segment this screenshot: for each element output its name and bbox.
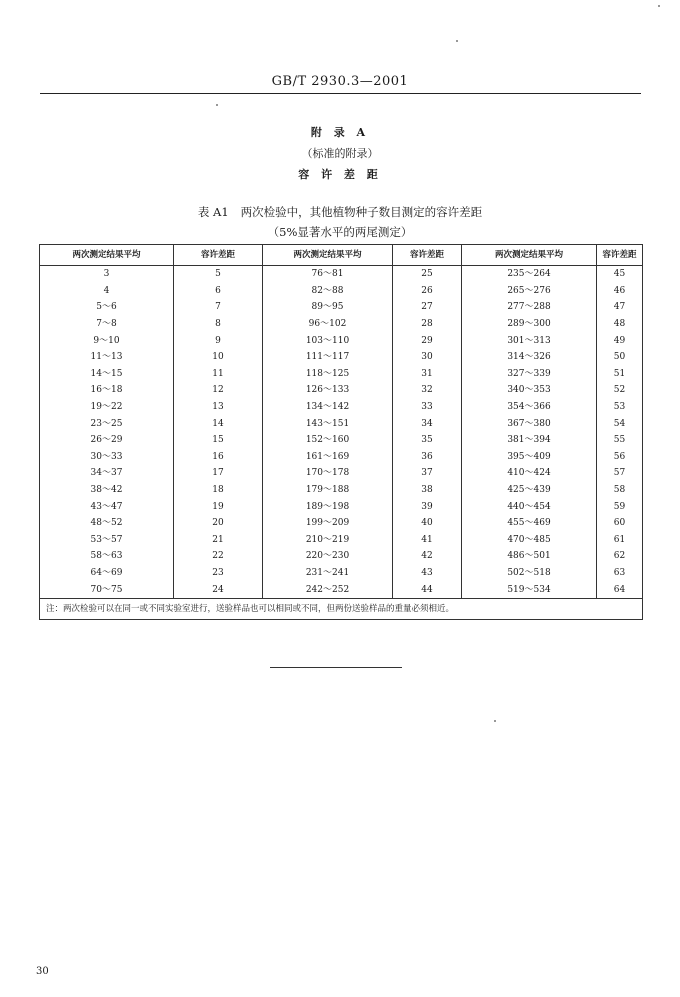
tolerance-cell: 63 <box>597 565 643 582</box>
tolerance-cell: 37 <box>393 465 462 482</box>
tolerance-cell: 34 <box>393 415 462 432</box>
tolerance-cell: 51 <box>597 366 643 383</box>
table-note: 注：两次检验可以在同一或不同实验室进行，送验样品也可以相同或不同，但两份送验样品的重量必须相近。 <box>40 598 643 619</box>
table-row <box>40 515 643 532</box>
table-row <box>40 449 643 466</box>
tolerance-cell: 52 <box>597 382 643 399</box>
average-range-cell: 53～57 <box>40 532 174 549</box>
table-row <box>40 581 643 598</box>
average-range-cell: 199～209 <box>263 515 393 532</box>
average-range-cell: 277～288 <box>462 299 597 316</box>
average-range-cell: 19～22 <box>40 399 174 416</box>
tolerance-cell: 53 <box>597 399 643 416</box>
tolerance-cell: 60 <box>597 515 643 532</box>
tolerance-cell: 44 <box>393 581 462 598</box>
table-header-row <box>40 245 643 266</box>
tolerance-cell: 61 <box>597 532 643 549</box>
average-range-cell: 410～424 <box>462 465 597 482</box>
tolerance-cell: 43 <box>393 565 462 582</box>
average-range-cell: 440～454 <box>462 498 597 515</box>
average-range-cell: 470～485 <box>462 532 597 549</box>
table-title: 两次检验中，其他植物种子数目测定的容许差距 <box>240 205 483 219</box>
average-range-cell: 314～326 <box>462 349 597 366</box>
average-range-cell: 340～353 <box>462 382 597 399</box>
average-range-cell: 220～230 <box>263 548 393 565</box>
tolerance-cell: 21 <box>174 532 263 549</box>
tolerance-cell: 14 <box>174 415 263 432</box>
tolerance-cell: 12 <box>174 382 263 399</box>
average-range-cell: 301～313 <box>462 332 597 349</box>
average-range-cell: 189～198 <box>263 498 393 515</box>
tolerance-cell: 39 <box>393 498 462 515</box>
average-range-cell: 126～133 <box>263 382 393 399</box>
tolerance-cell: 42 <box>393 548 462 565</box>
tolerance-cell: 25 <box>393 266 462 283</box>
table-subtitle: （5%显著水平的两尾测定） <box>267 225 413 239</box>
average-range-cell: 14～15 <box>40 366 174 383</box>
average-range-cell: 103～110 <box>263 332 393 349</box>
table-title-line <box>0 204 680 220</box>
average-range-cell: 170～178 <box>263 465 393 482</box>
average-range-cell: 502～518 <box>462 565 597 582</box>
table-number: 表 A1 <box>197 205 229 219</box>
table-row <box>40 299 643 316</box>
header-rule <box>40 93 641 94</box>
average-range-cell: 395～409 <box>462 449 597 466</box>
tolerance-cell: 5 <box>174 266 263 283</box>
tolerance-cell: 20 <box>174 515 263 532</box>
average-range-cell: 70～75 <box>40 581 174 598</box>
average-range-cell: 5～6 <box>40 299 174 316</box>
average-range-cell: 265～276 <box>462 283 597 300</box>
tolerance-cell: 23 <box>174 565 263 582</box>
average-range-cell: 58～63 <box>40 548 174 565</box>
average-range-cell: 7～8 <box>40 316 174 333</box>
tolerance-cell: 46 <box>597 283 643 300</box>
average-range-cell: 3 <box>40 266 174 283</box>
table-row <box>40 332 643 349</box>
table-row <box>40 349 643 366</box>
table-row <box>40 482 643 499</box>
average-range-cell: 118～125 <box>263 366 393 383</box>
tolerance-cell: 28 <box>393 316 462 333</box>
average-range-cell: 89～95 <box>263 299 393 316</box>
tolerance-cell: 18 <box>174 482 263 499</box>
table-row <box>40 382 643 399</box>
tolerance-cell: 36 <box>393 449 462 466</box>
average-range-cell: 48～52 <box>40 515 174 532</box>
tolerance-cell: 48 <box>597 316 643 333</box>
table-row <box>40 565 643 582</box>
average-range-cell: 26～29 <box>40 432 174 449</box>
average-range-cell: 179～188 <box>263 482 393 499</box>
tolerance-cell: 6 <box>174 283 263 300</box>
tolerance-cell: 49 <box>597 332 643 349</box>
column-header: 容许差距 <box>393 245 462 266</box>
tolerance-cell: 62 <box>597 548 643 565</box>
average-range-cell: 152～160 <box>263 432 393 449</box>
column-header: 容许差距 <box>174 245 263 266</box>
scan-speck <box>456 40 458 42</box>
average-range-cell: 38～42 <box>40 482 174 499</box>
tolerance-cell: 56 <box>597 449 643 466</box>
average-range-cell: 23～25 <box>40 415 174 432</box>
tolerance-cell: 27 <box>393 299 462 316</box>
tolerance-cell: 64 <box>597 581 643 598</box>
tolerance-cell: 31 <box>393 366 462 383</box>
average-range-cell: 242～252 <box>263 581 393 598</box>
column-header: 两次测定结果平均 <box>40 245 174 266</box>
average-range-cell: 64～69 <box>40 565 174 582</box>
average-range-cell: 455～469 <box>462 515 597 532</box>
table-row <box>40 283 643 300</box>
column-header: 容许差距 <box>597 245 643 266</box>
scan-speck <box>216 104 218 106</box>
column-header: 两次测定结果平均 <box>462 245 597 266</box>
annex-subtitle: （标准的附录） <box>301 147 379 160</box>
tolerance-cell: 57 <box>597 465 643 482</box>
average-range-cell: 96～102 <box>263 316 393 333</box>
tolerance-cell: 59 <box>597 498 643 515</box>
tolerance-cell: 38 <box>393 482 462 499</box>
average-range-cell: 161～169 <box>263 449 393 466</box>
table-row <box>40 432 643 449</box>
tolerance-cell: 41 <box>393 532 462 549</box>
tolerance-cell: 16 <box>174 449 263 466</box>
scan-speck <box>494 720 496 722</box>
tolerance-cell: 15 <box>174 432 263 449</box>
tolerance-cell: 54 <box>597 415 643 432</box>
page-number: 30 <box>36 966 49 977</box>
tolerance-cell: 55 <box>597 432 643 449</box>
average-range-cell: 34～37 <box>40 465 174 482</box>
tolerance-cell: 10 <box>174 349 263 366</box>
average-range-cell: 486～501 <box>462 548 597 565</box>
average-range-cell: 381～394 <box>462 432 597 449</box>
tolerance-cell: 13 <box>174 399 263 416</box>
average-range-cell: 82～88 <box>263 283 393 300</box>
table-row <box>40 415 643 432</box>
average-range-cell: 16～18 <box>40 382 174 399</box>
average-range-cell: 425～439 <box>462 482 597 499</box>
tolerance-cell: 22 <box>174 548 263 565</box>
tolerance-cell: 29 <box>393 332 462 349</box>
table-note-row <box>40 598 643 619</box>
average-range-cell: 30～33 <box>40 449 174 466</box>
average-range-cell: 9～10 <box>40 332 174 349</box>
tolerance-cell: 35 <box>393 432 462 449</box>
average-range-cell: 143～151 <box>263 415 393 432</box>
annex-title: 附 录 A <box>310 126 370 139</box>
scan-speck <box>658 5 660 7</box>
tolerance-cell: 32 <box>393 382 462 399</box>
average-range-cell: 289～300 <box>462 316 597 333</box>
tolerance-table <box>39 244 643 620</box>
column-header: 两次测定结果平均 <box>263 245 393 266</box>
average-range-cell: 327～339 <box>462 366 597 383</box>
tolerance-cell: 19 <box>174 498 263 515</box>
tolerance-cell: 58 <box>597 482 643 499</box>
average-range-cell: 76～81 <box>263 266 393 283</box>
tolerance-cell: 17 <box>174 465 263 482</box>
average-range-cell: 11～13 <box>40 349 174 366</box>
tolerance-cell: 8 <box>174 316 263 333</box>
table-body <box>40 266 643 599</box>
average-range-cell: 134～142 <box>263 399 393 416</box>
average-range-cell: 235～264 <box>462 266 597 283</box>
tolerance-cell: 40 <box>393 515 462 532</box>
table-row <box>40 316 643 333</box>
average-range-cell: 354～366 <box>462 399 597 416</box>
tolerance-cell: 30 <box>393 349 462 366</box>
average-range-cell: 210～219 <box>263 532 393 549</box>
tolerance-cell: 50 <box>597 349 643 366</box>
table-row <box>40 399 643 416</box>
average-range-cell: 4 <box>40 283 174 300</box>
tolerance-cell: 7 <box>174 299 263 316</box>
end-rule <box>270 667 402 668</box>
tolerance-cell: 26 <box>393 283 462 300</box>
table-row <box>40 532 643 549</box>
average-range-cell: 367～380 <box>462 415 597 432</box>
table-row <box>40 366 643 383</box>
tolerance-cell: 47 <box>597 299 643 316</box>
tolerance-cell: 11 <box>174 366 263 383</box>
tolerance-cell: 45 <box>597 266 643 283</box>
table-row <box>40 498 643 515</box>
table-row <box>40 266 643 283</box>
tolerance-cell: 24 <box>174 581 263 598</box>
average-range-cell: 231～241 <box>263 565 393 582</box>
tolerance-cell: 33 <box>393 399 462 416</box>
standard-code: GB/T 2930.3—2001 <box>271 74 409 89</box>
table-row <box>40 548 643 565</box>
annex-heading: 容 许 差 距 <box>298 168 382 181</box>
tolerance-cell: 9 <box>174 332 263 349</box>
average-range-cell: 519～534 <box>462 581 597 598</box>
average-range-cell: 43～47 <box>40 498 174 515</box>
table-row <box>40 465 643 482</box>
average-range-cell: 111～117 <box>263 349 393 366</box>
